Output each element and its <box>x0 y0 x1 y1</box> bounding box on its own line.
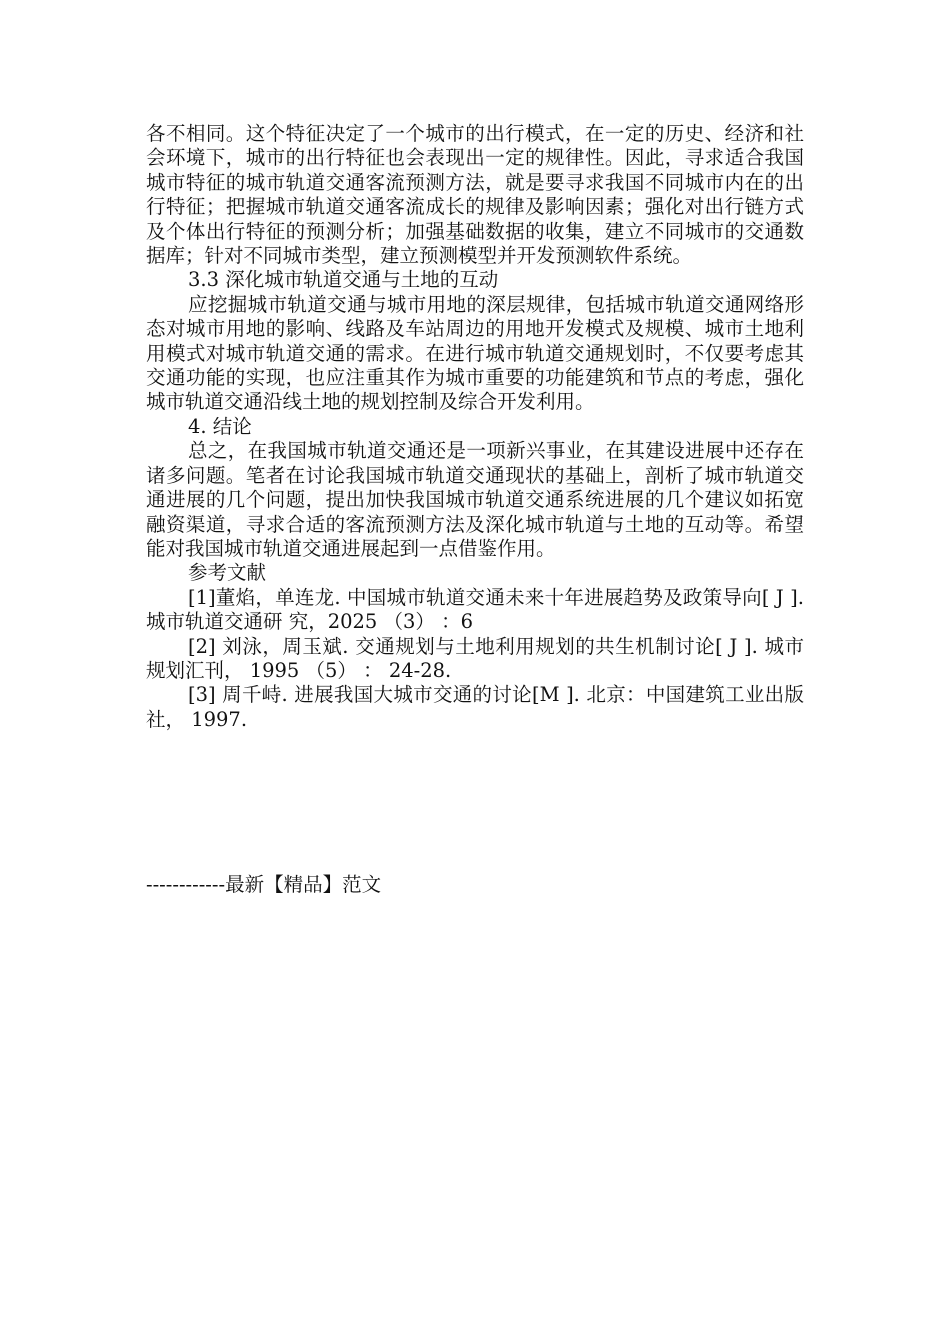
section-heading-conclusion: 4. 结论 <box>188 414 252 438</box>
paragraph-conclusion: 总之，在我国城市轨道交通还是一项新兴事业，在其建设进展中还存在诸多问题。笔者在讨论我国城市轨道交通现状的基础上，剖析了城市轨道交通进展的几个问题，提出加快我国城市轨道交通系统进展的几个建议如拓宽融资渠道，寻求合适的客流预测方法及深化城市轨道与土地的互动等。希望能对我国城市轨道交通进展起到一点借鉴作用。 <box>146 439 804 560</box>
paragraph-land-interaction: 应挖掘城市轨道交通与城市用地的深层规律，包括城市轨道交通网络形态对城市用地的影响、线路及车站周边的用地开发模式及规模、城市土地利用模式对城市轨道交通的需求。在进行城市轨道交通规划时，不仅要考虑其交通功能的实现，也应注重其作为城市重要的功能建筑和节点的考虑，强化城市轨道交通沿线土地的规划控制及综合开发利用。 <box>146 292 804 414</box>
section-heading-3-3: 3.3 深化城市轨道交通与土地的互动 <box>188 268 499 292</box>
document-body <box>146 122 804 732</box>
reference-item-2: [2] 刘泳，周玉斌. 交通规划与土地利用规划的共生机制讨论[ J ]. 城市规划汇刊， 1995 （5） ： 24-28. <box>146 634 804 682</box>
paragraph-travel-characteristics: 各不相同。这个特征决定了一个城市的出行模式，在一定的历史、经济和社会环境下，城市的出行特征也会表现出一定的规律性。因此，寻求适合我国城市特征的城市轨道交通客流预测方法，就是要寻求我国不同城市内在的出行特征；把握城市轨道交通客流成长的规律及影响因素；强化对出行链方式及个体出行特征的预测分析；加强基础数据的收集，建立不同城市的交通数据库；针对不同城市类型，建立预测模型并开发预测软件系统。 <box>146 122 804 268</box>
reference-item-3: [3] 周千峙. 进展我国大城市交通的讨论[M ]. 北京：中国建筑工业出版社， 1997. <box>146 683 804 731</box>
reference-item-1: [1]董焰，单连龙. 中国城市轨道交通未来十年进展趋势及政策导向[ J ].城市轨道交通研 究，2025 （3） ：6 <box>146 585 804 634</box>
footer-label: ------------最新【精品】范文 <box>146 873 382 896</box>
references-title: 参考文献 <box>188 561 267 585</box>
